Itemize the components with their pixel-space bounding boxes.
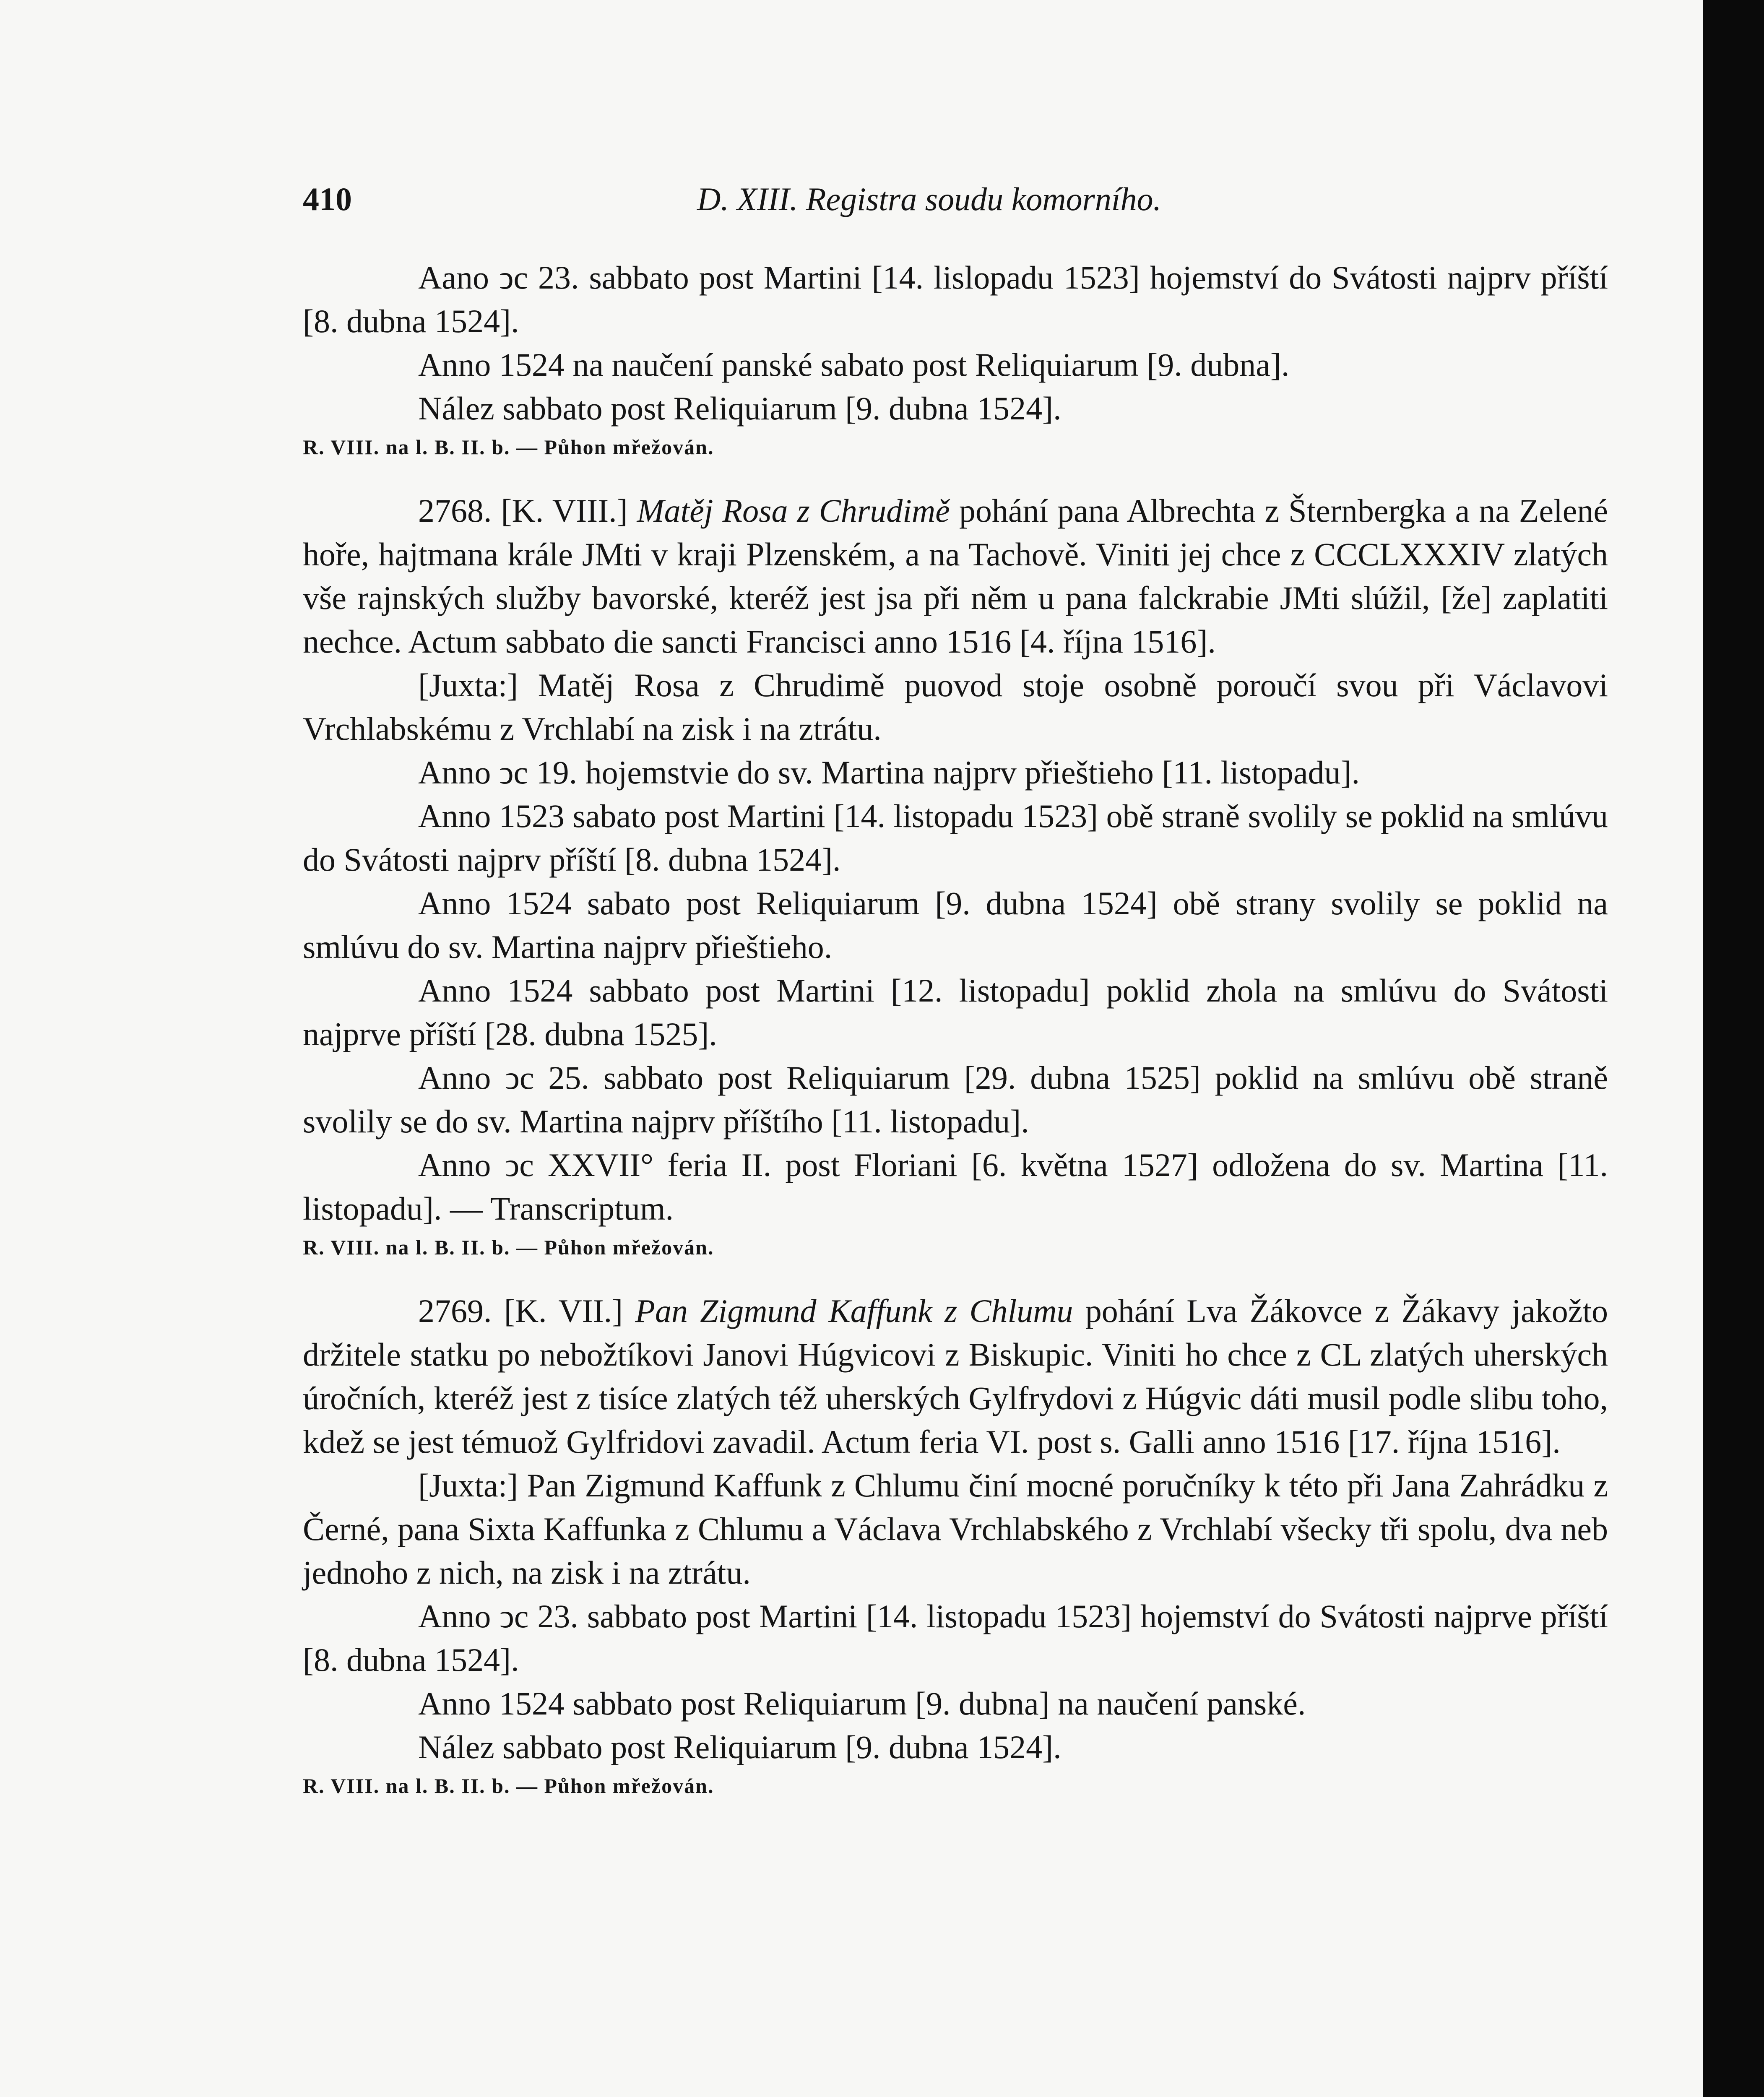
paragraph: Anno 1523 sabato post Martini [14. listopadu 1523] obě straně svolily se poklid na smlúvu do Svátosti najprv příští [8. dubna 1524].	[303, 798, 1608, 878]
entry-text: pohání Lva Žákovce z Žákavy jakožto držitele statku po nebožtíkovi Janovi Húgvicovi z Biskupic. Viniti ho chce z CL zlatých uherských úročních, kteréž jest z tisíce zlatých též uherských Gylfrydovi z Húgvic dáti musil podle slibu toho, kdež se jest témuož Gylfridovi zavadil. Actum feria VI. post s. Galli anno 1516 [17. října 1516].	[303, 1293, 1608, 1460]
paragraph: Anno ↄc XXVII° feria II. post Floriani [6. května 1527] odložena do sv. Martina [11. listopadu]. — Transcriptum.	[303, 1147, 1608, 1227]
entry-text: pohání pana Albrechta z Šternbergka a na Zelené hoře, hajtmana krále JMti v kraji Plzenském, a na Tachově. Viniti jej chce z CCCLXXXIV zlatých vše rajnských služby bavorské, kteréž jest jsa při něm u pana falckrabie JMti slúžil, [že] zaplatiti nechce. Actum sabbato die sancti Francisci anno 1516 [4. října 1516].	[303, 492, 1608, 660]
paragraph: Anno 1524 sabbato post Martini [12. listopadu] poklid zhola na smlúvu do Svátosti najprve příští [28. dubna 1525].	[303, 972, 1608, 1052]
entry-2768	[303, 489, 1608, 663]
paragraph: Nález sabbato post Reliquiarum [9. dubna 1524].	[418, 390, 1062, 427]
paragraph: Anno 1524 sabbato post Reliquiarum [9. dubna] na naučení panské.	[418, 1685, 1306, 1722]
entry-2769	[303, 1289, 1608, 1464]
paragraph: [Juxta:] Matěj Rosa z Chrudimě puovod stoje osobně poroučí svou při Václavovi Vrchlabskému z Vrchlabí na zisk i na ztrátu.	[303, 667, 1608, 747]
source-note: R. VIII. na l. B. II. b. — Půhon mřežován.	[303, 1774, 714, 1798]
plaintiff-name: Matěj Rosa z Chrudimě	[637, 492, 950, 529]
running-title: D. XIII. Registra soudu komorního.	[697, 181, 1162, 217]
page-number: 410	[303, 181, 352, 217]
paragraph: [Juxta:] Pan Zigmund Kaffunk z Chlumu činí mocné poručníky k této při Jana Zahrádku z Černé, pana Sixta Kaffunka z Chlumu a Václava Vrchlabského z Vrchlabí všecky tři spolu, dva neb jednoho z nich, na zisk i na ztrátu.	[303, 1467, 1608, 1591]
paragraph: Anno ↄc 19. hojemstvie do sv. Martina najprv přieštieho [11. listopadu].	[418, 754, 1360, 791]
paragraph: Anno 1524 na naučení panské sabato post Reliquiarum [9. dubna].	[418, 346, 1290, 383]
entry-number: 2769. [K. VII.]	[418, 1293, 623, 1329]
plaintiff-name: Pan Zigmund Kaffunk z Chlumu	[635, 1293, 1073, 1329]
paragraph: Anno ↄc 25. sabbato post Reliquiarum [29. dubna 1525] poklid na smlúvu obě straně svolily se do sv. Martina najprv příštího [11. listopadu].	[303, 1059, 1608, 1140]
paragraph: Anno 1524 sabato post Reliquiarum [9. dubna 1524] obě strany svolily se poklid na smlúvu do sv. Martina najprv přieštieho.	[303, 885, 1608, 965]
paragraph: Anno ↄc 23. sabbato post Martini [14. listopadu 1523] hojemství do Svátosti najprve příští [8. dubna 1524].	[303, 1598, 1608, 1678]
source-note: R. VIII. na l. B. II. b. — Půhon mřežován.	[303, 435, 714, 459]
page-edge-shadow	[1703, 0, 1764, 2097]
paragraph: Aano ↄc 23. sabbato post Martini [14. lislopadu 1523] hojemství do Svátosti najprv příští [8. dubna 1524].	[303, 259, 1608, 339]
paragraph: Nález sabbato post Reliquiarum [9. dubna 1524].	[418, 1729, 1062, 1765]
entry-number: 2768. [K. VIII.]	[418, 492, 628, 529]
source-note: R. VIII. na l. B. II. b. — Půhon mřežován.	[303, 1236, 714, 1259]
page-body	[303, 256, 1608, 1828]
page-header	[303, 180, 1608, 226]
